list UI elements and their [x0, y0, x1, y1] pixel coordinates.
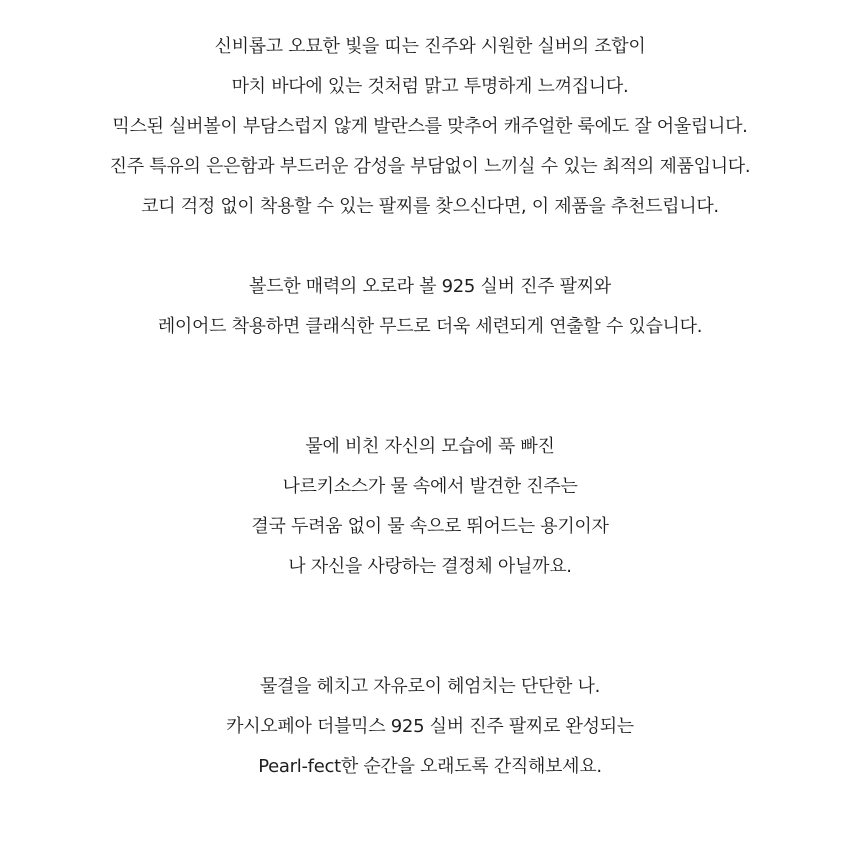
- description-line: 신비롭고 오묘한 빛을 띠는 진주와 시원한 실버의 조합이: [214, 36, 646, 57]
- closing-line: 카시오페아 더블믹스 925 실버 진주 팔찌로 완성되는: [226, 716, 634, 737]
- description-line: 볼드한 매력의 오로라 볼 925 실버 진주 팔찌와: [249, 276, 611, 297]
- poem-line: 나 자신을 사랑하는 결정체 아닐까요.: [288, 556, 572, 577]
- poem-line: 물에 비친 자신의 모습에 푹 빠진: [305, 436, 555, 457]
- description-line: 레이어드 착용하면 클래식한 무드로 더욱 세련되게 연출할 수 있습니다.: [157, 316, 703, 337]
- description-line: 코디 걱정 없이 착용할 수 있는 팔찌를 찾으신다면, 이 제품을 추천드립니다.: [141, 196, 719, 217]
- closing-line: 물결을 헤치고 자유로이 헤엄치는 단단한 나.: [259, 676, 601, 697]
- closing-line: Pearl-fect한 순간을 오래도록 간직해보세요.: [258, 756, 602, 777]
- description-line: 마치 바다에 있는 것처럼 맑고 투명하게 느껴집니다.: [231, 76, 629, 97]
- description-line: 진주 특유의 은은함과 부드러운 감성을 부담없이 느끼실 수 있는 최적의 제품입니다.: [109, 156, 751, 177]
- poem-line: 나르키소스가 물 속에서 발견한 진주는: [282, 476, 578, 497]
- description-line: 믹스된 실버볼이 부담스럽지 않게 발란스를 맞추어 캐주얼한 룩에도 잘 어울립니다.: [112, 116, 748, 137]
- poem-line: 결국 두려움 없이 물 속으로 뛰어드는 용기이자: [251, 516, 609, 537]
